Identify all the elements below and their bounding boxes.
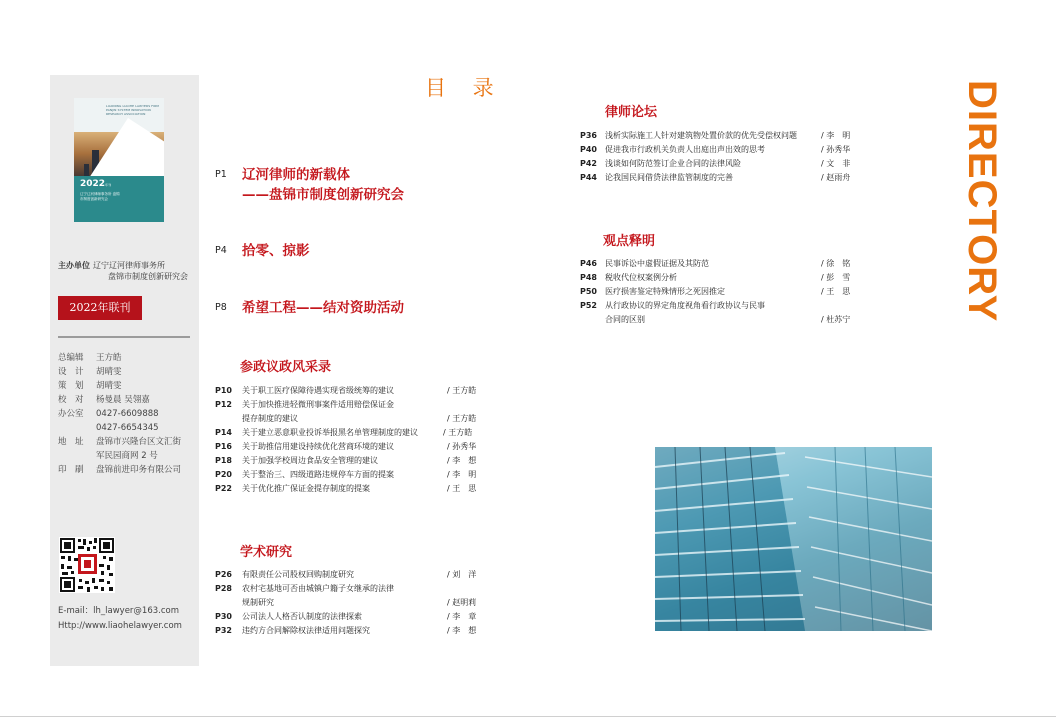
- section-title: 学术研究: [240, 545, 293, 560]
- cover-year: 2022: [80, 179, 106, 189]
- toc-entry: P14 关于建立恶意职业投诉举报黑名单管理制度的建议 / 王方皓: [215, 428, 473, 437]
- feature-title: 希望工程——结对资助活动: [242, 300, 404, 316]
- section-title: 参政议政风采录: [240, 360, 332, 375]
- toc-entry: P52 从行政协议的界定角度视角看行政协议与民事 合同的区别 / 杜苏宁: [580, 301, 851, 324]
- cover-thumbnail: [74, 98, 164, 222]
- staff-row: 0427-6654345: [96, 423, 159, 433]
- toc-entry: P16 关于助推信用建设持续优化营商环境的建议 / 孙秀华: [215, 442, 477, 451]
- toc-entry: P40 促进我市行政机关负责人出庭出声出效的思考 / 孙秀华: [580, 145, 851, 154]
- feature-page: P4: [215, 245, 227, 256]
- staff-list: [58, 351, 198, 477]
- toc-entry: P46 民事诉讼中虚假证据及其防范 / 徐 铭: [580, 259, 851, 268]
- section-entries: [580, 129, 856, 185]
- feature-title-line2: ——盘锦市制度创新研究会: [242, 187, 404, 203]
- section-title: 律师论坛: [605, 105, 658, 120]
- feature-page: P8: [215, 302, 227, 313]
- staff-row: 总编辑 王方皓: [58, 353, 122, 363]
- toc-entry: P48 税收代位权案例分析 / 彭 雪: [580, 273, 851, 282]
- staff-row: 设 计 胡晴雯: [58, 367, 122, 377]
- feature-item: [215, 165, 404, 205]
- toc-entry: P50 医疗损害鉴定特殊情形之死因推定 / 王 思: [580, 287, 851, 296]
- toc-entry: P18 关于加强学校周边食品安全管理的建议 / 李 想: [215, 456, 477, 465]
- staff-row: 印 刷 盘锦前进印务有限公司: [58, 465, 182, 475]
- divider: [58, 336, 190, 338]
- toc-entry: P20 关于整治三、四级道路违规停车方面的提案 / 李 明: [215, 470, 477, 479]
- host-line: 辽宁辽河律师事务所: [93, 261, 165, 270]
- toc-entry: P42 浅谈如何防范签订企业合同的法律风险 / 文 非: [580, 159, 851, 168]
- staff-row: 校 对 杨曼晨 吴翎嘉: [58, 395, 150, 405]
- section-title: 观点释明: [603, 234, 656, 249]
- cover-year-suffix: 年刊: [105, 183, 112, 187]
- feature-item: [215, 298, 404, 318]
- website-text: Http://www.liaohelawyer.com: [58, 621, 182, 631]
- qr-code-icon: [59, 537, 115, 593]
- section-entries: [215, 384, 480, 496]
- contact-info: [58, 604, 182, 634]
- toc-entry: P44 论我国民间借贷法律监管制度的完善 / 赵雨舟: [580, 173, 851, 182]
- toc-entry: P26 有限责任公司股权回购制度研究 / 刘 洋: [215, 570, 477, 579]
- page-bottom-rule: [0, 716, 1056, 717]
- staff-row: 策 划 胡晴雯: [58, 381, 122, 391]
- page-title: 目 录: [425, 76, 504, 100]
- section-entries: [215, 568, 480, 638]
- toc-entry: P36 浅析实际施工人针对建筑物处置价款的优先受偿权问题 / 李 明: [580, 131, 851, 140]
- staff-row: 地 址 盘锦市兴隆台区文汇街: [58, 437, 182, 447]
- feature-page: P1: [215, 169, 227, 180]
- glass-building-photo: [655, 447, 932, 631]
- feature-item: [215, 241, 310, 261]
- edition-badge: 2022年联刊: [58, 296, 142, 320]
- toc-entry: P28 农村宅基地可否由城镇户籍子女继承的法律 规制研究 / 赵明莉: [215, 584, 477, 607]
- host-organizations: [93, 260, 188, 282]
- masthead-sidebar: [50, 75, 199, 666]
- staff-row: 办公室 0427-6609888: [58, 409, 159, 419]
- toc-entry: P30 公司法人人格否认制度的法律探索 / 李 章: [215, 612, 477, 621]
- cover-subtitle: 辽宁辽河律师事务所 盘锦市制度创新研究会: [80, 192, 120, 201]
- toc-entry: P12 关于加快推进轻微刑事案件适用赔偿保证金 提存制度的建议 / 王方皓: [215, 400, 477, 423]
- staff-row: 军民园商网 2 号: [96, 451, 158, 461]
- directory-vertical-title: DIRECTORY: [960, 80, 1004, 323]
- toc-entry: P10 关于职工医疗保障待遇实现省级统筹的建议 / 王方皓: [215, 386, 477, 395]
- section-entries: [580, 257, 856, 327]
- host-label: 主办单位: [58, 261, 90, 270]
- toc-entry: P32 违约方合同解除权法律适用问题探究 / 李 想: [215, 626, 477, 635]
- feature-title: 辽河律师的新载体: [242, 167, 350, 183]
- host-line: 盘锦市制度创新研究会: [108, 272, 188, 281]
- email-text: E-mail：lh_lawyer@163.com: [58, 606, 180, 616]
- feature-title: 拾零、掠影: [242, 243, 310, 259]
- toc-entry: P22 关于优化推广保证金提存制度的提案 / 王 思: [215, 484, 477, 493]
- cover-top-text: LIAONING LIAOHE LAWYERS FIRM PANJIN SYSTEM INNOVATION RESEARCH ASSOCIATION: [106, 104, 159, 116]
